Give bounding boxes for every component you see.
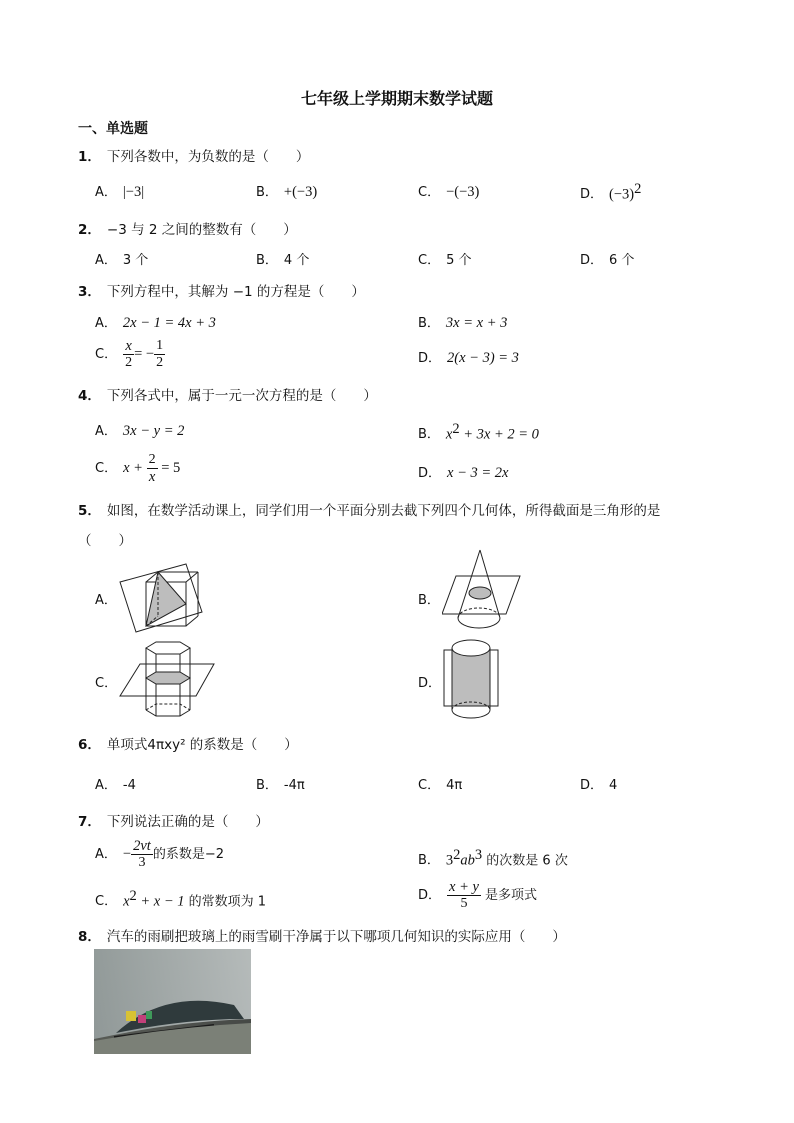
question-5	[78, 499, 660, 519]
prism-section-figure	[118, 638, 216, 722]
option-operator: = −	[134, 346, 155, 362]
option-4b[interactable]	[418, 421, 539, 443]
option-letter: D．	[580, 253, 604, 268]
option-letter: B．	[418, 316, 440, 331]
question-6	[78, 733, 298, 753]
option-value: −(−3)	[446, 184, 480, 200]
option-value: 4 个	[283, 253, 310, 268]
option-value: -4π	[283, 778, 305, 793]
page-title: 七年级上学期期末数学试题	[300, 89, 493, 108]
option-value-mid: ab	[460, 852, 475, 869]
question-7	[78, 810, 269, 830]
question-text: 如图，在数学活动课上，同学们用一个平面分别去截下列四个几何体，所得截面是三角形的是	[106, 503, 661, 519]
option-7d[interactable]	[418, 879, 537, 912]
option-letter: C．	[418, 185, 441, 200]
fraction-denominator: 2	[156, 355, 164, 370]
option-value: x	[123, 893, 130, 910]
cone-section-figure	[442, 548, 522, 634]
option-value-post: 是多项式	[480, 888, 538, 903]
option-3a[interactable]	[95, 312, 216, 332]
option-letter: A．	[95, 847, 117, 862]
question-8	[78, 925, 566, 945]
option-6b[interactable]	[256, 774, 305, 793]
option-7c[interactable]	[95, 888, 266, 910]
option-letter: C．	[95, 461, 118, 476]
question-number: 7．	[78, 814, 101, 830]
windshield-photo	[94, 949, 251, 1054]
question-number: 3．	[78, 284, 101, 300]
option-value: 3	[445, 852, 454, 869]
fraction-numerator: 2	[148, 452, 156, 467]
option-letter: D．	[418, 351, 442, 366]
option-4a[interactable]	[95, 420, 184, 440]
question-text: 下列方程中，其解为 −1 的方程是（ ）	[106, 284, 365, 300]
option-letter: D．	[418, 466, 442, 481]
option-letter: C．	[418, 778, 441, 793]
option-1a[interactable]	[95, 181, 144, 201]
option-letter: C．	[95, 676, 118, 691]
option-3b[interactable]	[418, 312, 507, 332]
question-text: 汽车的雨刷把玻璃上的雨雪刷干净属于以下哪项几何知识的实际应用（ ）	[106, 929, 566, 945]
fraction	[123, 338, 134, 371]
fraction-denominator: 5	[460, 896, 468, 911]
option-value: 4π	[446, 778, 463, 793]
fraction	[154, 338, 165, 371]
fraction-numerator: 1	[156, 338, 164, 353]
option-6a[interactable]	[95, 774, 136, 793]
option-letter: B．	[256, 185, 278, 200]
option-value-post: = 5	[157, 460, 181, 476]
option-1d[interactable]	[580, 181, 641, 203]
question-number: 4．	[78, 388, 101, 404]
option-value: 3x − y = 2	[122, 423, 185, 439]
option-value-post: 的次数是 6 次	[482, 853, 568, 869]
option-7b[interactable]	[418, 847, 568, 869]
question-text: 下列说法正确的是（ ）	[106, 814, 269, 830]
option-value: x	[445, 426, 453, 443]
option-value: +(−3)	[283, 184, 318, 200]
option-value-rest: + 3x + 2 = 0	[459, 426, 539, 443]
option-letter: A．	[95, 778, 117, 793]
question-number: 6．	[78, 737, 101, 753]
option-1b[interactable]	[256, 181, 317, 201]
question-4	[78, 384, 377, 404]
option-3c[interactable]	[95, 338, 165, 371]
option-letter: C．	[418, 253, 441, 268]
question-text: 下列各式中，属于一元一次方程的是（ ）	[106, 388, 377, 404]
option-value: 3 个	[122, 253, 149, 268]
question-3	[78, 280, 365, 300]
fraction-denominator: 3	[138, 855, 146, 870]
section-heading: 一、单选题	[78, 121, 148, 137]
option-letter: B．	[418, 593, 440, 608]
question-number: 5．	[78, 503, 101, 519]
question-2	[78, 218, 297, 238]
option-exponent: 2	[452, 421, 460, 437]
option-letter: B．	[256, 778, 278, 793]
question-5-cont: （ ）	[78, 533, 132, 549]
option-value-post: 的系数是−2	[152, 847, 224, 862]
option-value: (−3)	[609, 186, 635, 203]
option-letter: A．	[95, 316, 117, 331]
option-value: 2(x − 3) = 3	[447, 350, 519, 366]
fraction	[131, 838, 153, 871]
option-4c[interactable]	[95, 452, 180, 485]
option-exponent: 2	[453, 847, 461, 863]
option-letter: A．	[95, 253, 117, 268]
option-letter: D．	[580, 778, 604, 793]
option-value-mid: + x − 1	[136, 893, 185, 910]
fraction-numerator: 2vt	[133, 838, 151, 854]
option-letter: C．	[95, 347, 118, 362]
option-letter: D．	[580, 187, 604, 203]
question-text: 下列各数中，为负数的是（ ）	[106, 149, 310, 165]
question-number: 8．	[78, 929, 101, 945]
question-number: 2．	[78, 222, 101, 238]
cube-section-figure	[118, 562, 210, 634]
option-2a[interactable]	[95, 249, 148, 268]
question-text: −3 与 2 之间的整数有（ ）	[106, 222, 297, 238]
fraction-denominator: 2	[125, 355, 133, 370]
option-letter: C．	[95, 894, 118, 910]
option-value: 6 个	[609, 253, 635, 268]
option-letter: D．	[418, 676, 442, 691]
fraction-numerator: x	[123, 338, 134, 355]
option-letter: B．	[418, 853, 440, 869]
option-value: 2x − 1 = 4x + 3	[122, 315, 216, 331]
option-4d[interactable]	[418, 462, 508, 482]
question-1	[78, 145, 309, 165]
cylinder-section-figure	[442, 636, 500, 722]
question-text: 单项式4πxy² 的系数是（ ）	[106, 737, 298, 753]
option-letter: A．	[95, 593, 117, 608]
option-2c[interactable]	[418, 249, 471, 268]
option-value: 5 个	[446, 253, 472, 268]
option-value: 3x = x + 3	[445, 315, 508, 331]
fraction	[447, 879, 481, 912]
option-value: -4	[122, 778, 136, 793]
option-letter: D．	[418, 888, 442, 903]
fraction-numerator: x + y	[449, 879, 479, 895]
option-6d[interactable]	[580, 774, 617, 793]
option-1c[interactable]	[418, 181, 479, 201]
option-value: x − 3 = 2x	[447, 465, 509, 481]
option-value: 4	[609, 778, 618, 793]
option-letter: B．	[418, 427, 440, 443]
option-letter: A．	[95, 185, 117, 200]
fraction-denominator: x	[148, 469, 156, 485]
fraction	[147, 452, 158, 485]
option-7a[interactable]: A． − $\frac{2vt}{3}$ 的系数是−2	[95, 838, 224, 870]
option-6c[interactable]	[418, 774, 462, 793]
option-2b[interactable]	[256, 249, 309, 268]
option-exponent: 2	[634, 181, 642, 197]
option-exponent: 2	[129, 888, 137, 904]
option-letter: B．	[256, 253, 278, 268]
option-value: |−3|	[122, 184, 145, 200]
option-2d[interactable]	[580, 249, 634, 268]
option-3d[interactable]	[418, 347, 519, 367]
option-value-post: 的常数项为 1	[184, 894, 267, 910]
question-number: 1．	[78, 149, 101, 165]
option-letter: A．	[95, 424, 117, 439]
option-exponent: 3	[474, 847, 483, 863]
option-value-pre: x +	[123, 460, 147, 476]
